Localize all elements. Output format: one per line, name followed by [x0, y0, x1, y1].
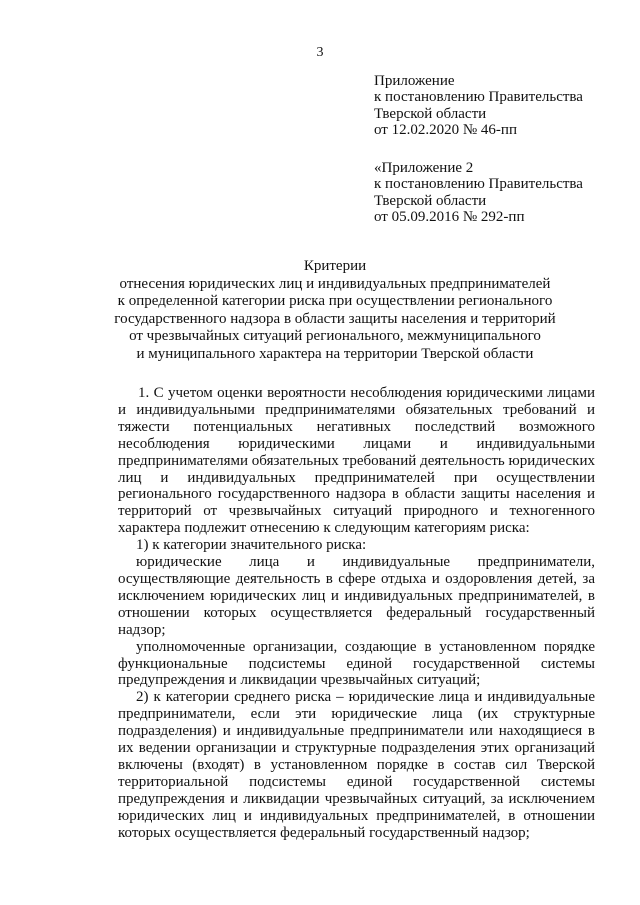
paragraph: уполномоченные организации, создающие в установленном порядке функциональные подсистемы единой государственной системы предупреждения и ликвидации чрезвычайных ситуаций;	[118, 638, 595, 689]
title-heading: Критерии	[303, 258, 367, 274]
appendix-line: Тверской области	[374, 105, 487, 122]
paragraph: юридические лица и индивидуальные предприниматели, осуществляющие деятельность в сфере отдыха и оздоровления детей, за исключением юридических лиц и индивидуальных предпринимателей, в отношении которых осуществляется федеральный государственный надзор;	[118, 554, 595, 638]
page-number: 3	[316, 45, 324, 60]
title-line: отнесения юридических лиц и индивидуальных предпринимателей	[119, 275, 551, 292]
appendix-line: к постановлению Правительства	[374, 176, 583, 193]
appendix-line: от 05.09.2016 № 292-пп	[374, 208, 525, 225]
paragraph: 1) к категории значительного риска:	[136, 537, 367, 554]
document-body	[118, 385, 595, 841]
appendix-line: Приложение	[374, 73, 455, 89]
appendix-line: «Приложение 2	[374, 160, 474, 176]
document-title	[100, 258, 570, 363]
appendix-line: к постановлению Правительства	[374, 89, 583, 106]
paragraph: 1. С учетом оценки вероятности несоблюдения юридическими лицами и индивидуальными предпринимателями обязательных требований и тяжести потенциальных негативных последствий возможного несоблюдения юридическими лицами и индивидуальными предпринимателями обязательных требований деятельность юридических лиц и индивидуальных предпринимателей при осуществлении регионального государственного надзора в области защиты населения и территорий от чрезвычайных ситуаций природного и техногенного характера подлежит отнесению к следующим категориям риска:	[118, 385, 595, 537]
appendix-header-current	[374, 73, 624, 138]
title-line: государственного надзора в области защиты населения и территорий	[114, 310, 556, 327]
paragraph: 2) к категории среднего риска – юридические лица и индивидуальные предприниматели, если эти юридические лица (их структурные подразделения) и индивидуальные предприниматели или находящиеся в их ведении организации и структурные подразделения этих организаций включены (входят) в установленном порядке в состав сил Тверской территориальной подсистемы единой государственной системы предупреждения и ликвидации чрезвычайных ситуаций, за исключением юридических лиц и индивидуальных предпринимателей, в отношении которых осуществляется федеральный государственный надзор;	[118, 689, 595, 841]
title-line: и муниципального характера на территории Тверской области	[136, 345, 534, 362]
title-line: от чрезвычайных ситуаций регионального, межмуниципального	[129, 328, 541, 344]
appendix-header-original	[374, 160, 624, 225]
appendix-line: от 12.02.2020 № 46-пп	[374, 121, 517, 138]
title-line: к определенной категории риска при осуществлении регионального	[117, 293, 553, 309]
appendix-line: Тверской области	[374, 192, 487, 209]
